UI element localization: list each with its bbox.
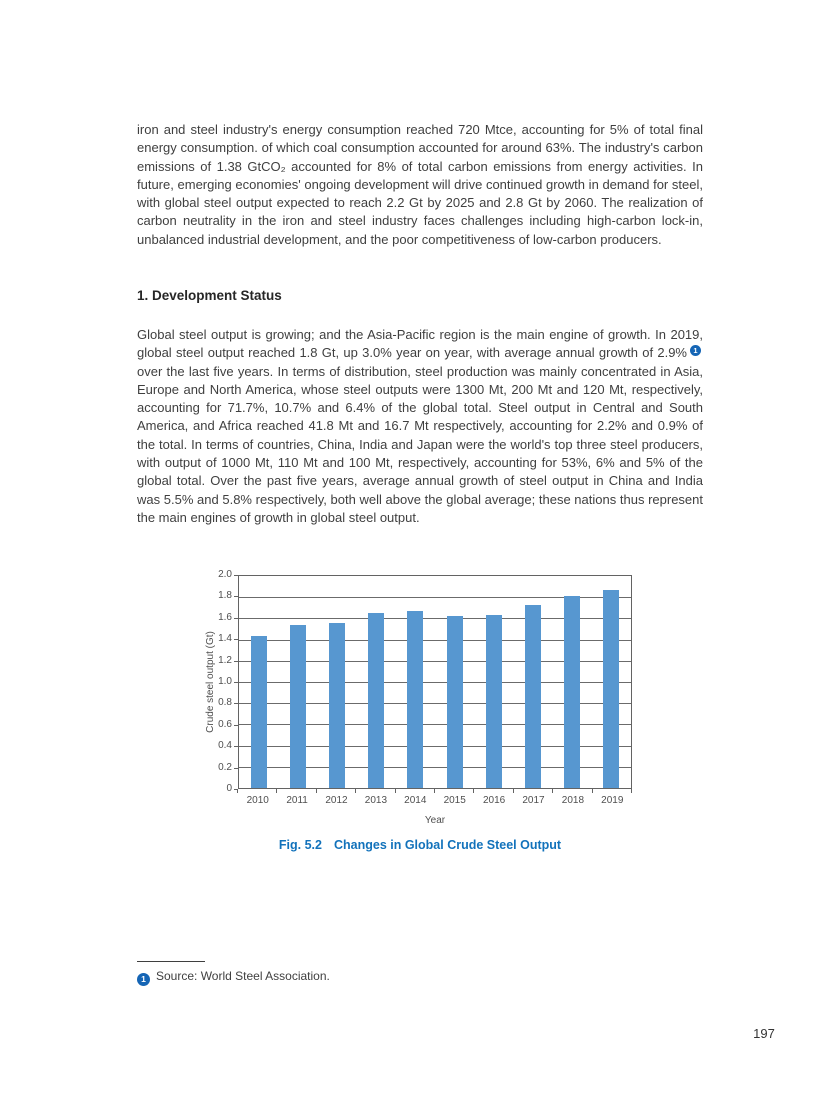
figure-caption-label: Fig. 5.2 xyxy=(278,838,322,852)
footnote-reference-marker[interactable]: 1 xyxy=(690,345,701,356)
bar-2013 xyxy=(368,613,384,788)
x-axis-tick-labels xyxy=(238,795,632,808)
bar-2012 xyxy=(329,623,345,788)
y-tick-label-1.0: 1.0 xyxy=(218,676,232,687)
y-axis-title-text: Crude steel output (Gt) xyxy=(205,631,216,733)
x-tick-mark-4 xyxy=(395,789,396,793)
y-tick-label-1.2: 1.2 xyxy=(218,654,232,666)
x-axis-title: Year xyxy=(424,815,446,826)
y-tick-label-0.8: 0.8 xyxy=(218,697,232,709)
x-tick-label-2012: 2012 xyxy=(325,795,348,806)
figure-caption xyxy=(137,838,703,852)
y-tick-label-0: 0 xyxy=(226,783,232,794)
x-tick-mark-0 xyxy=(237,789,238,793)
x-tick-label-2019: 2019 xyxy=(601,795,624,806)
footnote-text: Source: World Steel Association. xyxy=(156,969,330,983)
x-tick-label-2013: 2013 xyxy=(364,795,388,806)
x-tick-label-2016: 2016 xyxy=(482,795,506,806)
footnote-divider xyxy=(137,961,205,962)
bar-2016 xyxy=(486,615,502,788)
bar-2015 xyxy=(447,616,463,788)
x-tick-mark-1 xyxy=(276,789,277,793)
y-tick-label-1.4: 1.4 xyxy=(218,633,232,645)
bar-2017 xyxy=(525,605,541,788)
x-tick-label-2015: 2015 xyxy=(443,795,466,806)
x-tick-label-2010: 2010 xyxy=(246,795,269,806)
x-tick-mark-7 xyxy=(513,789,514,793)
x-axis-tick-marks xyxy=(238,789,632,794)
bar-2011 xyxy=(290,625,306,788)
paragraph-part-1: Global steel output is growing; and the Asia-Pacific region is the main engine of growth. In 2019, global steel output reached 1.8 Gt, up 3.0% year on year, with average annual growth of 2.9% xyxy=(137,327,703,361)
bar-2014 xyxy=(407,611,423,788)
x-tick-label-2014: 2014 xyxy=(404,795,427,806)
paragraph-development-status xyxy=(137,326,703,527)
bar-2019 xyxy=(603,590,619,788)
x-tick-mark-2 xyxy=(316,789,317,793)
paragraph-energy-consumption: iron and steel industry's energy consumption reached 720 Mtce, accounting for 5% of total final energy consumption. of which coal consumption accounted for around 63%. The industry's carbon emissions of 1.38 GtCO₂ accounted for 8% of total carbon emissions from energy activities. In future, emerging economies' ongoing development will drive continued growth in demand for steel, with global steel output expected to reach 2.2 Gt by 2025 and 2.8 Gt by 2060. The realization of carbon neutrality in the iron and steel industry faces challenges including high-carbon lock-in, unbalanced industrial development, and the poor competitiveness of low-carbon producers. xyxy=(137,122,703,247)
y-tick-label-0.4: 0.4 xyxy=(218,740,232,752)
x-tick-mark-9 xyxy=(592,789,593,793)
y-tick-label-0.6: 0.6 xyxy=(218,718,232,730)
x-tick-mark-10 xyxy=(631,789,632,793)
x-tick-label-2017: 2017 xyxy=(522,795,545,806)
bar-2018 xyxy=(564,596,580,788)
y-tick-label-1.6: 1.6 xyxy=(218,611,232,623)
y-tick-label-0.2: 0.2 xyxy=(218,761,232,773)
figure-caption-title: Changes in Global Crude Steel Output xyxy=(333,838,562,852)
x-tick-label-2011: 2011 xyxy=(286,795,308,806)
crude-steel-output-chart xyxy=(0,569,816,835)
footnote-number-badge: 1 xyxy=(137,973,150,986)
footnote xyxy=(137,968,703,986)
page-number: 197 xyxy=(753,1026,775,1041)
x-tick-mark-3 xyxy=(355,789,356,793)
x-tick-mark-5 xyxy=(434,789,435,793)
y-tick-label-1.8: 1.8 xyxy=(218,590,232,602)
chart-plot-area xyxy=(238,575,632,789)
x-tick-mark-6 xyxy=(473,789,474,793)
x-tick-label-2018: 2018 xyxy=(561,795,585,806)
y-axis-tick-labels xyxy=(190,569,232,794)
section-heading-development-status: 1. Development Status xyxy=(137,288,282,303)
x-tick-mark-8 xyxy=(552,789,553,793)
bar-2010 xyxy=(251,636,267,788)
paragraph-part-2: over the last five years. In terms of distribution, steel production was mainly concentrated in Asia, Europe and North America, whose steel outputs were 1300 Mt, 200 Mt and 120 Mt, respectively, accounting for 71.7%, 10.7% and 6.4% of the global total. Steel output in Central and South America, and Africa reached 41.8 Mt and 16.7 Mt respectively, accounting for 2.2% and 0.9% of the total. In terms of countries, China, India and Japan were the world's top three steel producers, with output of 1000 Mt, 110 Mt and 100 Mt, respectively, accounting for 53%, 6% and 5% of the global total. Over the past five years, average annual growth of steel output in China and India was 5.5% and 5.8% respectively, both well above the global average; these nations thus represent the main engines of growth in global steel output. xyxy=(137,363,703,525)
y-tick-label-2.0: 2.0 xyxy=(218,569,232,580)
